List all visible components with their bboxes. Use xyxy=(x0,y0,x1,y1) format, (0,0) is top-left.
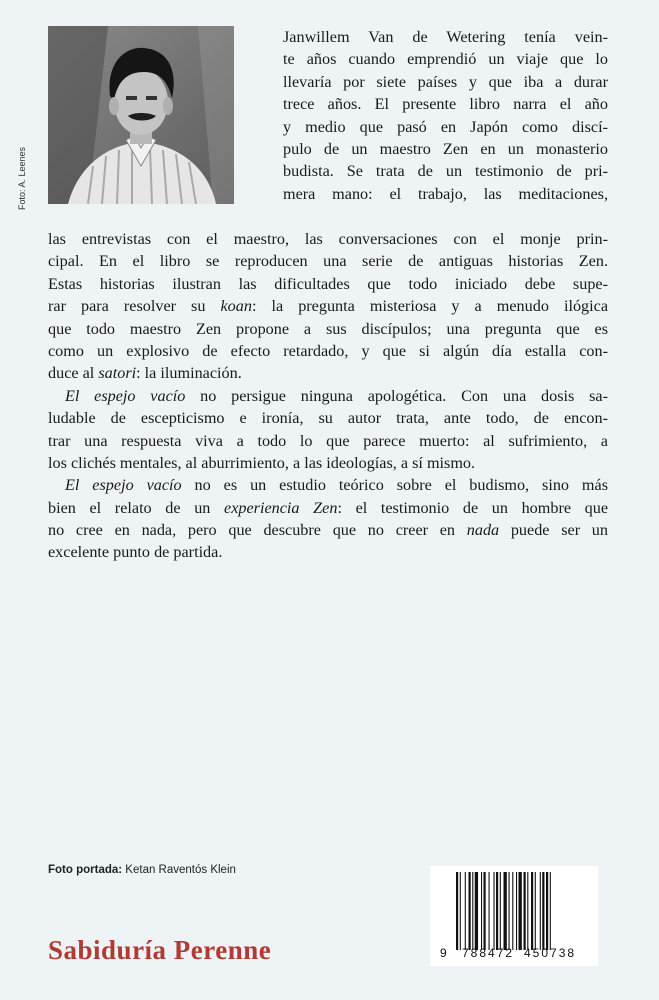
text-line: los clichés mentales, al aburrimiento, a las ideologías, a sí mismo. xyxy=(48,453,476,472)
text-line: Janwillem Van de Wetering tenía vein- xyxy=(283,28,608,46)
barcode xyxy=(430,866,598,966)
text-run: rar para resolver su xyxy=(48,297,221,316)
text-line: mera mano: el trabajo, las meditaciones, xyxy=(283,184,608,203)
text-run: bien el relato de un xyxy=(48,498,225,517)
barcode-icon xyxy=(456,872,580,950)
satori-term: satori xyxy=(98,364,137,383)
nada-term: nada xyxy=(466,521,500,540)
cover-photo-credit xyxy=(48,864,236,876)
barcode-right-digits: 450738 xyxy=(524,946,577,960)
photo-credit: Foto: A. Leenes xyxy=(17,146,27,210)
text-line: trece años. El presente libro narra el año xyxy=(283,95,608,114)
series-title: Sabiduría Perenne xyxy=(48,935,272,965)
text-line: llevaría por siete países y que iba a durar xyxy=(283,72,608,91)
body-text xyxy=(48,228,608,564)
text-line xyxy=(48,362,608,384)
text-line: ludable de escepticismo e ironía, su autor trata, ante todo, de encon- xyxy=(48,409,608,428)
cover-credit-label: Foto portada: xyxy=(48,864,123,876)
book-title: El espejo vacío xyxy=(65,386,186,405)
barcode-first-digit: 9 xyxy=(440,946,447,960)
text-line: pulo de un maestro Zen en un monasterio xyxy=(283,139,608,158)
cover-credit-name: Ketan Raventós Klein xyxy=(122,864,236,876)
text-line: cipal. En el libro se reproducen una serie de antiguas historias Zen. xyxy=(48,252,608,271)
text-run: : el testimonio de un hombre que xyxy=(337,498,609,517)
text-line: como un explosivo de efecto retardado, y que si algún día estalla con- xyxy=(48,341,608,360)
barcode-left-digits: 788472 xyxy=(462,946,515,960)
text-line: excelente punto de partida. xyxy=(48,543,223,562)
book-title: El espejo vacío xyxy=(65,476,182,495)
text-run: no persigue ninguna apologética. Con una dosis sa- xyxy=(185,386,608,405)
text-line: Estas historias ilustran las dificultades que todo iniciado debe supe- xyxy=(48,274,608,293)
author-photo xyxy=(48,26,234,204)
text-line xyxy=(48,295,608,317)
text-line xyxy=(48,519,608,541)
text-line xyxy=(48,385,608,407)
text-run: : la pregunta misteriosa y a menudo ilógica xyxy=(251,297,608,316)
author-portrait-icon xyxy=(48,26,234,204)
text-line xyxy=(48,497,608,519)
text-run: puede ser un xyxy=(499,521,608,540)
text-line: que todo maestro Zen propone a sus discípulos; una pregunta que es xyxy=(48,319,608,338)
text-run: no cree en nada, pero que descubre que no creer en xyxy=(48,521,467,540)
text-line: trar una respuesta viva a todo lo que parece muerto: al sufrimiento, a xyxy=(48,431,608,450)
text-line: te años cuando emprendió un viaje que lo xyxy=(283,50,608,69)
text-line: budista. Se trata de un testimonio de pri- xyxy=(283,162,608,181)
text-line xyxy=(48,474,608,496)
experiencia-term: experiencia Zen xyxy=(224,498,338,517)
text-run: duce al xyxy=(48,364,99,383)
intro-paragraph xyxy=(283,26,608,205)
text-line: y medio que pasó en Japón como discí- xyxy=(283,117,608,136)
text-run: no es un estudio teórico sobre el budismo, sino más xyxy=(181,476,608,495)
text-run: : la iluminación. xyxy=(136,364,242,383)
text-line: las entrevistas con el maestro, las conversaciones con el monje prin- xyxy=(48,230,608,248)
koan-term: koan xyxy=(220,297,252,316)
